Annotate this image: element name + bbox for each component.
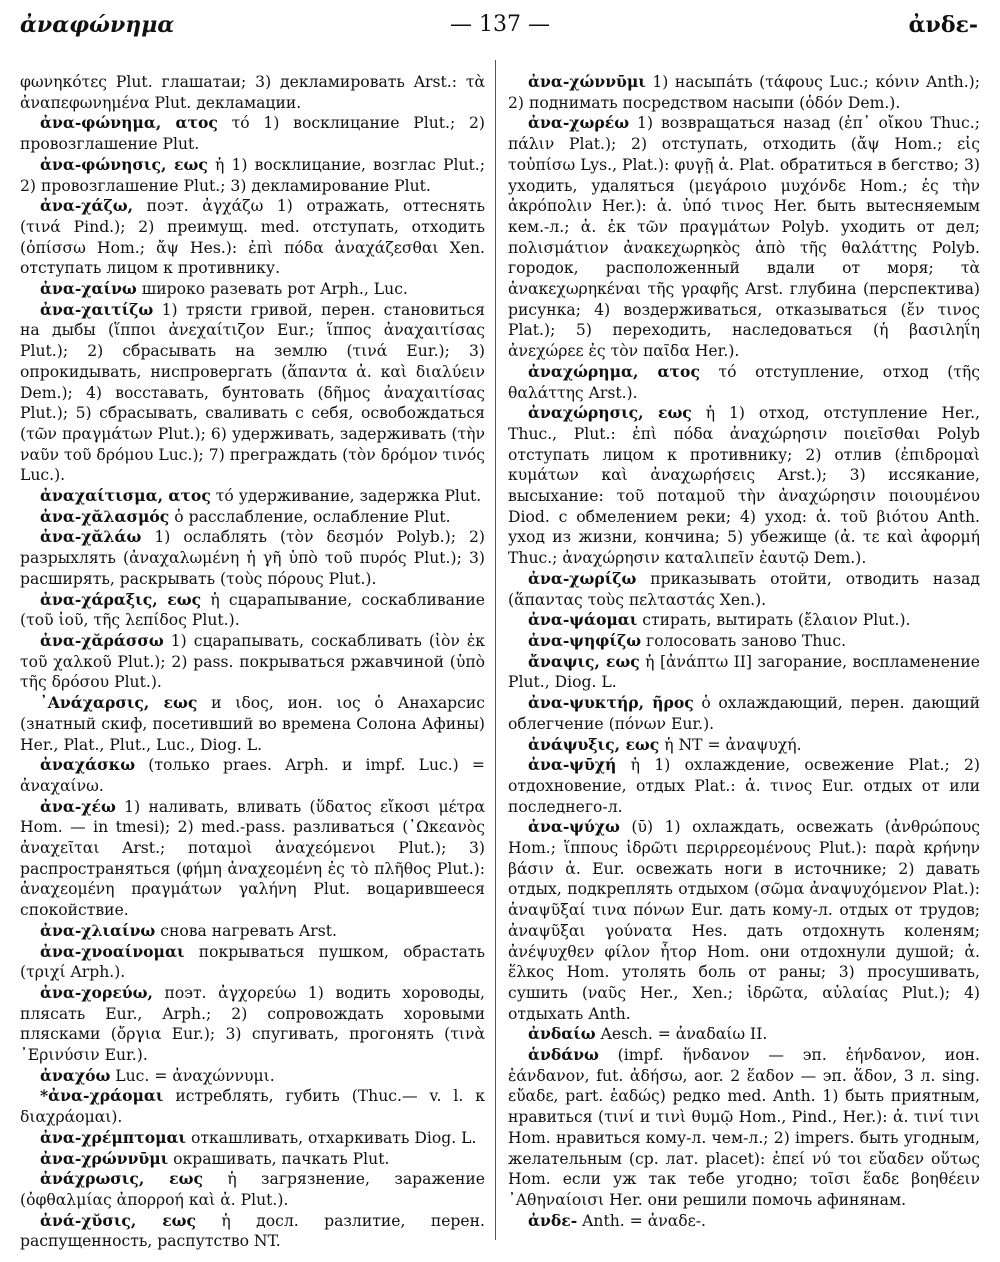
dictionary-entry (20, 527, 485, 589)
entry-headword: ἀνα-χνοαίνομαι (40, 941, 185, 961)
entry-headword: ἀνα-ψυκτήρ, ῆρος (528, 693, 694, 713)
entry-headword: ἀνα-χᾰράσσω (40, 630, 164, 650)
dictionary-entry (20, 942, 485, 983)
entry-headword: ἀνδε- (528, 1210, 578, 1230)
right-column (508, 72, 980, 1231)
entry-definition: 1) трясти гривой, перен. становиться на дыбы (ἵπποι ἀνεχαίτιζον Eur.; ἵππος ἀναχαιτίσας Plut.); 2) сбрасывать на землю (τινά Eur.); 3) опрокидывать, ниспровергать (ἅπαντα ἀ. καὶ διαλύειν Dem.); 4) восставать, бунтовать (δῆμος ἀναχαιτίσας Plut.); 5) сбрасывать, сваливать с себя, освобождаться (τῶν πραγμάτων Plut.); 6) удерживать, задерживать (τὴν ναῦν τοῦ δρόμου Luc.); 7) преграждать (τὸν δρόμον τινός Luc.). (20, 300, 485, 485)
dictionary-entry (508, 403, 980, 569)
entry-headword: ἀνα-χάζω, (40, 196, 134, 216)
entry-headword: ἀνάχρωσις, εως (40, 1169, 203, 1189)
dictionary-entry (508, 755, 980, 817)
dictionary-entry (508, 362, 980, 403)
entry-headword: *ἀνα-χράομαι (40, 1086, 164, 1106)
entry-definition: τό 1) восклицание Plut.; 2) провозглашение Plut. (20, 114, 485, 154)
entry-headword: ἀνα-ψηφίζω (528, 630, 642, 650)
header-guide-word-right: ἀνδε- (908, 12, 978, 38)
entry-headword: ἀνα-χάραξις, εως (40, 589, 202, 609)
dictionary-entry (20, 72, 485, 113)
entry-headword: ἁνδάνω (528, 1045, 599, 1065)
dictionary-entry (20, 196, 485, 279)
left-column (20, 72, 485, 1252)
dictionary-entry (20, 693, 485, 755)
entry-definition: снова нагревать Arst. (155, 921, 337, 940)
dictionary-entry (508, 72, 980, 113)
dictionary-entry (508, 1211, 980, 1232)
entry-definition: Aesch. = ἀναδαίω II. (595, 1025, 768, 1044)
dictionary-entry (20, 300, 485, 486)
entry-definition: 1) наливать, вливать (ὕδατος εἴκοσι μέτρα Hom. — in tmesi); 2) med.-pass. разливаться (᾿Ωκεανὸς ἀναχεῖται Arst.; ποταμοὶ ἀναχεόμενοι Plut.); 3) распространяться (φήμη ἀναχεομένη ἐς τὸ πλῆθος Plut.): ἀναχεομένη πραγμάτων γαλήνη Plut. воцарившееся спокойствие. (20, 797, 485, 920)
dictionary-entry (20, 279, 485, 300)
entry-definition: окрашивать, пачкать Plut. (168, 1149, 390, 1168)
dictionary-entry (20, 797, 485, 921)
entry-headword: ἀνα-χώννῡμι (528, 72, 646, 91)
entry-headword: ἀνα-χλιαίνω (40, 920, 156, 940)
entry-definition: (только praes. Arph. и impf. Luc.) = ἀναχαίνω. (20, 756, 485, 795)
dictionary-entry (508, 693, 980, 734)
entry-definition: ἡ досл. разлитие, перен. распущенность, распутство NT. (20, 1211, 485, 1251)
dictionary-entry (508, 1045, 980, 1211)
entry-definition: 1) насыпáть (τάφους Luc.; κόνιν Anth.); 2) поднимать посредством насыпи (ὁδόν Dem.). (508, 73, 980, 112)
entry-headword: ἀνα-χρώννῡμι (40, 1148, 169, 1168)
entry-headword: ἀνα-χωρίζω (528, 568, 637, 588)
entry-definition: стирать, вытирать (ἔλαιον Plut.). (637, 611, 911, 630)
entry-headword: ἀνα-χᾰλάω (40, 527, 142, 547)
entry-headword: ἄναψις, εως (528, 651, 640, 671)
entry-headword: ἀνα-χωρέω (528, 113, 630, 133)
dictionary-entry (508, 1024, 980, 1045)
entry-definition: ἡ [ἀνάπτω II] загорание, воспламенение Plut., Diog. L. (508, 652, 980, 692)
entry-headword: ἀνα-φώνησις, εως (40, 154, 208, 174)
column-divider (495, 60, 496, 1240)
entry-definition: (impf. ἥνδανον — эп. ἑήνδανον, ион. ἑάνδανον, fut. ἁδήσω, aor. 2 ἕαδον — эп. ἅδον, 3 л. sing. εὔαδε, part. ἑαδώς) редко med. Anth. 1) быть приятным, нравиться (τινί и τινὶ θυμῷ Hom., Pind., Her.): ἀ. τινί τινι Hom. нравиться кому-л. чем-л.; 2) impers. быть угодным, желательным (ср. лат. placet): ἐπεί νύ τοι εὔαδεν οὕτως Hom. если уж так тебе угодно; τοῖσι ἕαδε βοηθέειν ᾿Αθηναίοισι Her. они решили помочь афинянам. (508, 1046, 980, 1209)
entry-definition: приказывать отойти, отводить назад (ἅπαντας τοὺς πελταστάς Xen.). (508, 569, 980, 609)
entry-headword: ἀνα-φώνημα, ατος (40, 113, 218, 133)
entry-headword: ἀνα-χρέμπτομαι (40, 1127, 187, 1147)
entry-definition: голосовать заново Thuc. (641, 631, 847, 650)
entry-definition: φωνηκότες Plut. глашатаи; 3) декламировать Arst.: τὰ ἀναπεφωνημένα Plut. декламации. (20, 73, 485, 112)
entry-definition: τό отступление, отход (τῆς θαλάττης Arst.). (508, 362, 980, 402)
entry-definition: ὁ расслабление, ослабление Plut. (169, 507, 451, 526)
entry-definition: широко разевать рот Arph., Luc. (136, 280, 408, 299)
entry-headword: ἀνα-χαιτίζω (40, 299, 154, 319)
dictionary-entry (20, 507, 485, 528)
entry-definition: поэт. ἀγχορεύω 1) водить хороводы, плясать Eur., Arph.; 2) сопровождать хоровыми плясками (ὄργια Eur.); 3) спугивать, прогонять (τινὰ ᾿Ερινύσιν Eur.). (20, 983, 485, 1065)
dictionary-entry (508, 610, 980, 631)
entry-headword: ἀναχαίτισμα, ατος (40, 486, 211, 506)
entry-definition: (ῡ) 1) охлаждать, освежать (ἀνθρώπους Hom.; ἵππους ἱδρῶτι περιρρεομένους Plut.): παρὰ κρήνην βάσιν ἀ. Eur. освежать ноги в источнике; 2) давать отдых, подкреплять отдыхом (σῶμα ἀναψυχόμενον Plat.): ἀναψῦξαί τινα πόνων Eur. дать кому-л. отдых от трудов; ἀναψῦξαι γούνατα Hes. дать отдохнуть коленям; ἀνέψυχθεν φίλον ἦτορ Hom. они отдохнули душой; ἀ. ἕλκος Hom. утолять боль от раны; 3) просушивать, сушить (ναῦς Her., Xen.; ἱδρῶτα, αὐλαίας Plut.); 4) отдыхать Anth. (508, 818, 980, 1023)
entry-definition: покрываться пушком, обрастать (τριχί Arph.). (20, 942, 485, 982)
dictionary-entry (20, 486, 485, 507)
entry-definition: ὁ охлаждающий, перен. дающий облегчение (πόνων Eur.). (508, 694, 980, 733)
entry-headword: ἀνδαίω (528, 1024, 596, 1044)
dictionary-entry (20, 113, 485, 154)
entry-headword: ἀνα-ψῡχή (528, 755, 617, 775)
dictionary-entry (20, 921, 485, 942)
entry-definition: ἡ загрязнение, заражение (ὀφθαλμίας ἀπορροή καὶ ἀ. Plut.). (20, 1170, 485, 1209)
entry-headword: ἀνα-ψύχω (528, 817, 620, 837)
dictionary-entry (508, 652, 980, 693)
entry-definition: ἡ сцарапывание, соскабливание (τοῦ ἰοῦ, τῆς λεπίδος Plut.). (20, 590, 485, 630)
entry-definition: Anth. = ἀναδε-. (577, 1211, 706, 1230)
dictionary-entry (20, 1086, 485, 1127)
entry-definition: поэт. ἀγχάζω 1) отражать, оттеснять (τινά Pind.); 2) преимущ. med. отступать, отходить (ὀπίσσω Hom.; ἄψ Hes.): ἐπὶ πόδα ἀναχάζεσθαι Xen. отступать лицом к противнику. (20, 197, 485, 278)
entry-definition: ἡ 1) восклицание, возглас Plut.; 2) провозглашение Plut.; 3) декламирование Plut. (20, 155, 485, 195)
dictionary-entry (20, 1149, 485, 1170)
dictionary-entry (20, 755, 485, 796)
dictionary-entry (508, 735, 980, 756)
entry-definition: ἡ NT = ἀναψυχή. (659, 735, 802, 754)
entry-headword: ἀνάψυξις, εως (528, 734, 660, 754)
entry-headword: ἀναχόω (40, 1065, 111, 1085)
dictionary-entry (508, 817, 980, 1024)
dictionary-entry (508, 631, 980, 652)
entry-headword: ἀναχώρημα, ατος (528, 361, 700, 381)
entry-headword: ἀναχώρησις, εως (528, 403, 692, 423)
header-guide-word-left: ἀναφώνημα (20, 12, 175, 38)
entry-headword: ἀνα-χαίνω (40, 279, 137, 299)
entry-headword: ἀναχάσκω (40, 755, 136, 775)
page-header (0, 12, 1000, 48)
dictionary-entry (508, 113, 980, 361)
entry-definition: 1) сцарапывать, соскабливать (ἰὸν ἐκ τοῦ χαλκοῦ Plut.); 2) pass. покрываться ржавчиной (ὑπὸ τῆς δρόσου Plut.). (20, 631, 485, 692)
entry-headword: ἀνά-χῠσις, εως (40, 1210, 197, 1230)
entry-definition: 1) ослаблять (τὸν δεσμόν Polyb.); 2) разрыхлять (ἀναχαλωμένη ἡ γῆ ὑπὸ τοῦ πυρός Plut.); 3) расширять, раскрывать (τοὺς πόρους Plut.). (20, 528, 485, 588)
entry-headword: ἀνα-χορεύω, (40, 982, 153, 1002)
entry-definition: откашливать, отхаркивать Diog. L. (186, 1128, 477, 1147)
dictionary-entry (508, 569, 980, 610)
dictionary-entry (20, 1211, 485, 1252)
entry-definition: 1) возвращаться назад (ἐπ᾿ οἴκου Thuc.; πάλιν Plat.); 2) отступать, отходить (ἄψ Hom.; εἰς τοὐπίσω Lys., Plat.): φυγῇ ἀ. Plat. обратиться в бегство; 3) уходить, удаляться (μεγάροιο μυχόνδε Hom.; ἐς τὴν ἀκρόπολιν Her.): ἀ. ὑπό τινος Her. быть вытесняемым кем.-л.; ἀ. ἐκ τῶν πραγμάτων Polyb. уходить от дел; πολισμάτιον ἀνακεχωρηκὸς ἀπὸ τῆς θαλάττης Polyb. городок, расположенный вдали от моря; τὰ ἀνακεχωρηκέναι τῆς γραφῆς Arst. глубина (перспектива) рисунка; 4) воздерживаться, отказываться (ἔν τινος Plat.); 5) переходить, наследоваться (ἡ βασιληΐη ἀνεχώρεε ἐς τὸν παῖδα Her.). (508, 114, 980, 361)
dictionary-entry (20, 1066, 485, 1087)
entry-definition: ἡ 1) отход, отступление Her., Thuc., Plut.: ἐπὶ πόδα ἀναχώρησιν ποιεῖσθαι Polyb отступать лицом к противнику; 2) отлив (ἐπιδρομαὶ κυμάτων καὶ ἀναχωρήσεις Arst.); 3) иссякание, высыхание: τοῦ ποταμοῦ τὴν ἀναχώρησιν ποιουμένου Diod. с обмелением реки; 4) уход: ἀ. τοῦ βιότου Anth. уход из жизни, кончина; 5) убежище (ἀ. τε καὶ ἀφορμή Thuc.; ἀναχώρησιν καταλιπεῖν ἑαυτῷ Dem.). (508, 404, 980, 568)
dictionary-entry (20, 631, 485, 693)
dictionary-entry (20, 155, 485, 196)
entry-headword: ἀνα-χᾰλασμός (40, 506, 170, 526)
entry-headword: ἀνα-χέω (40, 796, 116, 816)
entry-definition: и ιδος, ион. ιος ὁ Анахарсис (знатный скиф, посетивший во времена Солона Афины) Her., Plat., Plut., Luc., Diog. L. (20, 694, 486, 754)
entry-definition: ἡ 1) охлаждение, освежение Plat.; 2) отдохновение, отдых Plat.: ἀ. τινος Eur. отдых от или последнего-л. (508, 756, 980, 816)
entry-headword: ᾿Ανάχαρσις, εως (40, 693, 198, 713)
dictionary-entry (20, 1169, 485, 1210)
dictionary-entry (20, 983, 485, 1066)
entry-definition: истреблять, губить (Thuc.— v. l. к διαχράομαι). (20, 1087, 485, 1127)
page-number: — 137 — (450, 12, 550, 37)
entry-headword: ἀνα-ψάομαι (528, 610, 638, 630)
entry-definition: Luc. = ἀναχώννυμι. (110, 1066, 275, 1085)
dictionary-entry (20, 1128, 485, 1149)
entry-definition: τό удерживание, задержка Plut. (210, 487, 482, 506)
dictionary-entry (20, 590, 485, 631)
